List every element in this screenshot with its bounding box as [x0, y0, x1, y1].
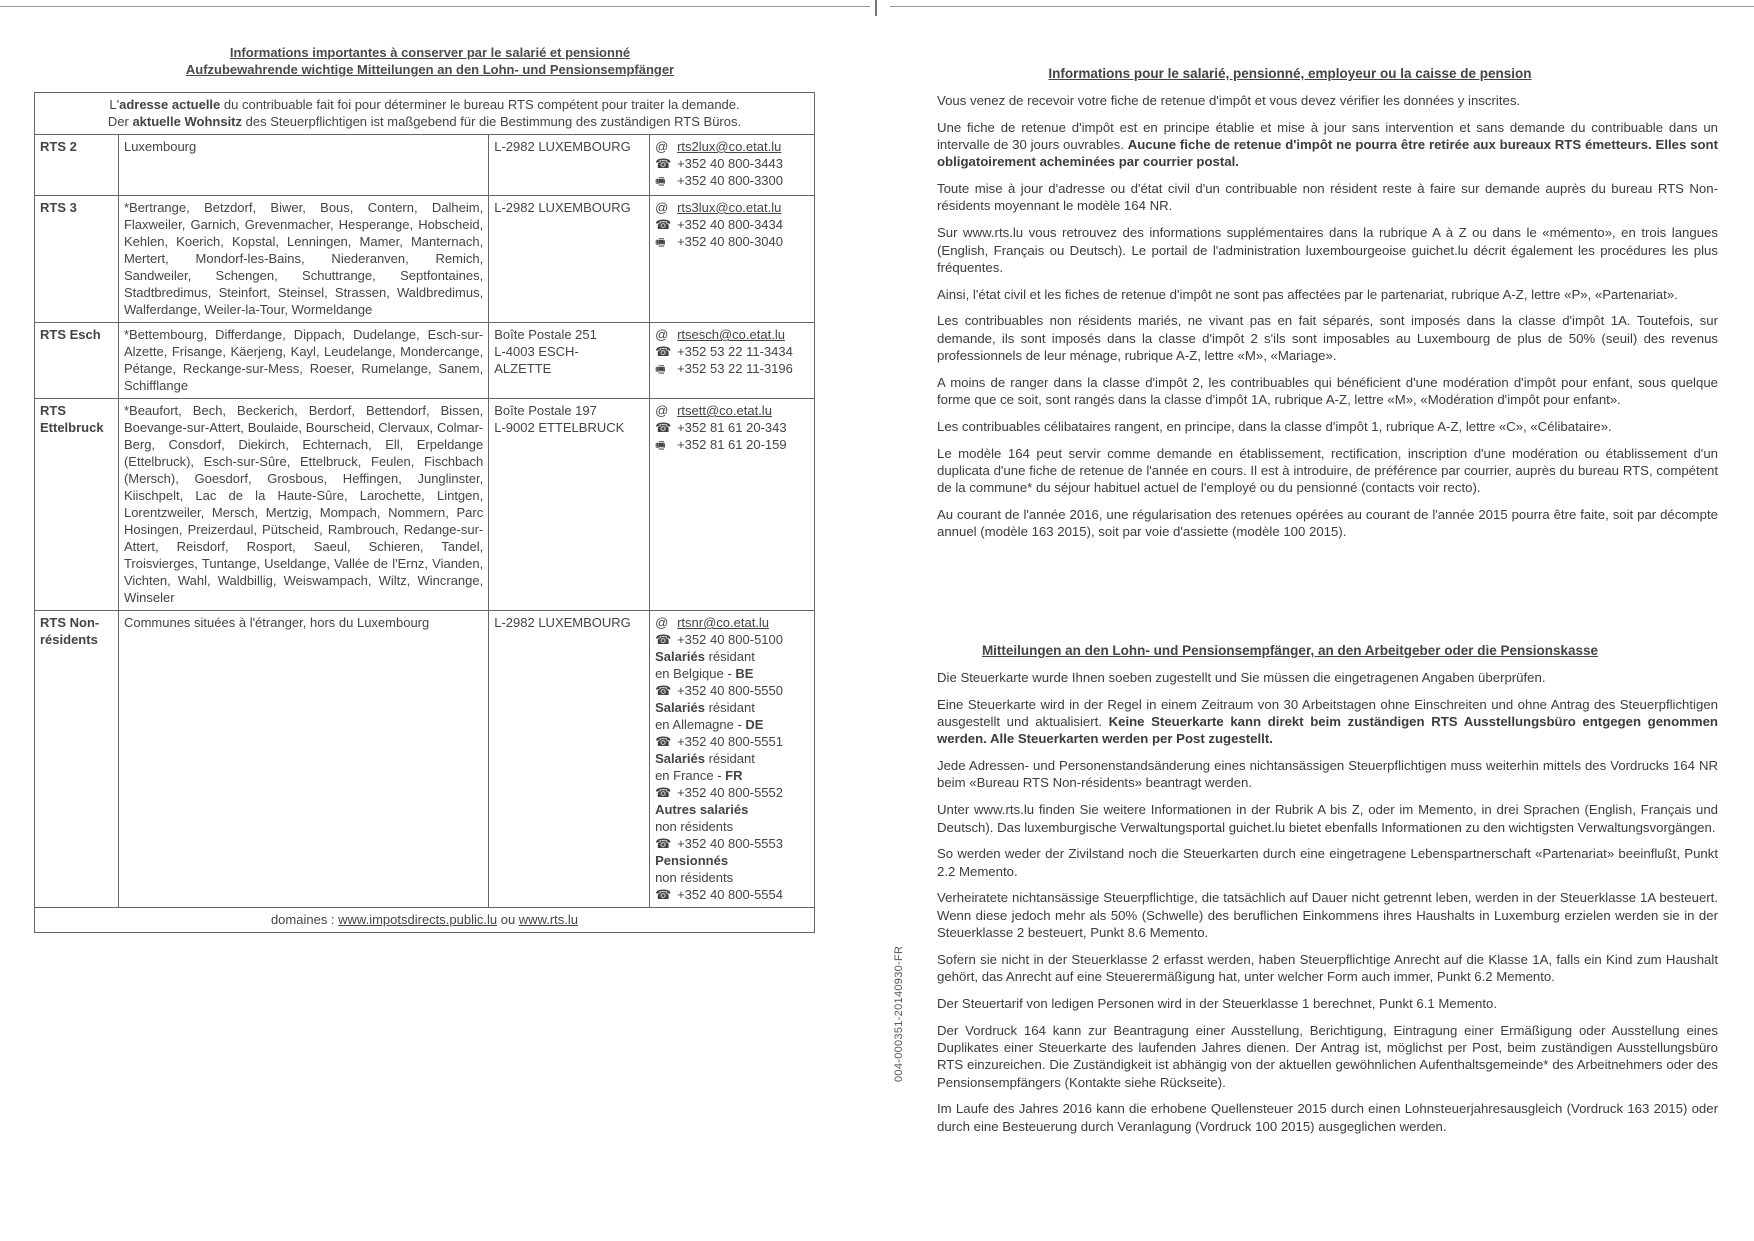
phone-icon: ☎ [655, 836, 672, 851]
nonres-group-country: non résidents [655, 819, 734, 834]
office-address [489, 135, 650, 196]
paragraph: Unter www.rts.lu finden Sie weitere Informationen in der Rubrik A bis Z, oder im Memento, in drei Sprachen (English, Français und Deutsch). Das luxemburgische Verwaltungsportal guichet.lu bietet ebenfalls Informationen zu den wichtigsten Verwaltungsvorgängen. [937, 802, 1718, 835]
paragraph: Der Steuertarif von ledigen Personen wird in der Steuerklasse 1 berechnet, Punkt 6.1 Memento. [937, 995, 1498, 1011]
email-link[interactable]: rtsnr@co.etat.lu [677, 615, 770, 630]
nonres-group-country: non résidents [655, 870, 734, 885]
paragraph: Verheiratete nichtansässige Steuerpflichtige, die tatsächlich auf Dauer nicht getrennt leben, werden in der Steuerklasse 1A besteuert. Wenn diese jedoch mehr als 50% (Schwelle) des beruflichen Einkommens ihres Haushalts in Luxemburg erzielen werden sie in der Steuerklasse 2 besteuert, Punkt 8.6 Memento. [937, 890, 1718, 941]
nonres-group-country: en France - FR [655, 768, 743, 783]
right-title-de: Mitteilungen an den Lohn- und Pensionsempfänger, an den Arbeitgeber oder die Pensionskasse [981, 643, 1599, 658]
fax-number: +352 81 61 20-159 [677, 437, 787, 452]
address-line: Boîte Postale 197 [494, 403, 597, 418]
office-contact [650, 196, 815, 323]
office-communes: Communes situées à l'étranger, hors du Luxembourg [118, 611, 488, 908]
paragraph: Jede Adressen- und Personenstandsänderung eines nichtansässigen Steuerpflichtigen muss weiterhin mittels des Vordrucks 164 NR beim «Bureau RTS Non-résidents» beantragt werden. [937, 758, 1718, 791]
paragraph: Eine Steuerkarte wird in der Regel in einem Zeitraum von 30 Arbeitstagen ohne Einschreiten und ohne Antrag des Steuerpflichtigen ausgestellt und aktualisiert. Keine Steuerkarte kann direkt beim zuständigen RTS Ausstellungsbüro entgegen genommen werden. Alle Steuerkarten werden per Post zugestellt. [937, 696, 1718, 747]
paragraph: A moins de ranger dans la classe d'impôt 2, les contribuables qui bénéficient d'une modération d'impôt pour enfant, sous quelque forme que ce soit, sont rangés dans la classe d'impôt 1A, rubrique A-Z, lettre «M», «Modération d'impôt pour enfant». [937, 374, 1718, 408]
domains-footer: domaines : www.impotsdirects.public.lu ou www.rts.lu [35, 908, 815, 933]
email-icon: @ [655, 615, 669, 630]
paragraph: Der Vordruck 164 kann zur Beantragung einer Ausstellung, Berichtigung, Eintragung einer Ermäßigung oder Ausstellung eines Duplikates einer Steuerkarte des laufenden Jahres dienen. Der Antrag ist, möglichst per Post, beim zuständigen Ausstellungsbüro RTS einzureichen. Die Zuständigkeit ist abhängig von der aktuellen gewöhnlichen Aufenthaltsgemeinde* des Arbeitnehmers oder des Pensionsempfängers (Kontakte siehe Rückseite). [937, 1022, 1718, 1090]
french-section [937, 92, 1718, 550]
office-contact [650, 323, 815, 399]
office-communes: Luxembourg [118, 135, 488, 196]
nonres-group-heading: Salariés résidant [655, 649, 755, 664]
table-intro: L'adresse actuelle du contribuable fait foi pour déterminer le bureau RTS compétent pour traiter la demande. Der aktuelle Wohnsitz des Steuerpflichtigen ist maßgebend für die Bestimmung des zuständigen RTS Büros. [35, 93, 815, 135]
office-code: RTS Esch [35, 323, 119, 399]
office-contact: @ rtsnr@co.etat.lu ☎ +352 40 800-5100 Salariés résidant en Belgique - BE ☎ +352 40 800-5550 Salariés résidant en Allemagne - DE ☎ +352 40 800-5551 Salariés résidant en France - FR ☎ +352 40 800-5552 Autres salariés non résidents ☎ +352 40 800-5553 Pensionnés non résidents ☎ +352 40 800-5554 [650, 611, 815, 908]
paragraph: Les contribuables non résidents mariés, ne vivant pas en fait séparés, sont imposés dans la classe d'impôt 1A. Toutefois, sur demande, ils sont imposés dans la classe d'impôt 2 s'ils sont imposables au Luxembourg de plus de 50% (seuil) des revenus professionnels de leur ménage, rubrique A-Z, lettre «M», «Mariage». [937, 313, 1718, 364]
fax-number: +352 40 800-3300 [677, 173, 783, 188]
address-line: L-2982 LUXEMBOURG [494, 139, 631, 154]
right-title-fr: Informations pour le salarié, pensionné, employeur ou la caisse de pension [1048, 66, 1532, 81]
email-link[interactable]: rts2lux@co.etat.lu [677, 139, 782, 154]
fax-number: +352 40 800-3040 [677, 234, 783, 249]
phone-icon: ☎ [655, 887, 672, 902]
left-title [40, 44, 820, 78]
address-line: L-9002 ETTELBRUCK [494, 420, 625, 435]
paragraph: Les contribuables célibataires rangent, en principe, dans la classe d'impôt 1, rubrique A-Z, lettre «C», «Célibataire». [937, 418, 1612, 434]
table-row [35, 399, 815, 611]
rts-offices-table [34, 92, 815, 933]
phone-icon: ☎ [655, 217, 672, 232]
office-code: RTS Ettelbruck [35, 399, 119, 611]
paragraph: Le modèle 164 peut servir comme demande en établissement, rectification, inscription d'une modération ou établissement d'un duplicata d'une fiche de retenue de l'année en cours. Il est à introduire, de préférence par courrier, auprès du bureau RTS, compétent de la commune* du séjour habituel actuel de l'employé ou du pensionné (contacts voir recto). [937, 445, 1718, 496]
link-impotsdirects[interactable]: www.impotsdirects.public.lu [338, 912, 498, 927]
form-code: 004-000351-20140930-FR [893, 945, 905, 1082]
phone-icon: ☎ [655, 785, 672, 800]
phone-icon: ☎ [655, 420, 672, 435]
office-contact [650, 399, 815, 611]
phone-number: +352 40 800-5552 [677, 785, 783, 800]
paragraph: Vous venez de recevoir votre fiche de retenue d'impôt et vous devez vérifier les données y inscrites. [937, 93, 1521, 108]
phone-icon: ☎ [655, 734, 672, 749]
address-line: L-4003 ESCH- [494, 344, 579, 359]
nonres-group-heading: Autres salariés [655, 802, 749, 817]
table-row [35, 196, 815, 323]
email-icon: @ [655, 403, 669, 418]
office-code: RTS 3 [35, 196, 119, 323]
paragraph: Une fiche de retenue d'impôt est en principe établie et mise à jour sans intervention et sans demande du contribuable dans un intervalle de 30 jours ouvrables. Aucune fiche de retenue d'impôt ne pourra être retirée aux bureaux RTS émetteurs. Elles sont obligatoirement acheminées par courrier postal. [937, 119, 1718, 170]
phone-icon: ☎ [655, 156, 672, 171]
table-row [35, 135, 815, 196]
paragraph: Im Laufe des Jahres 2016 kann die erhobene Quellensteuer 2015 durch einen Lohnsteuerjahresausgleich (Vordruck 163 2015) oder durch eine Besteuerung durch Veranlagung (Vordruck 100 2015) ausgeglichen werden. [937, 1101, 1718, 1134]
paragraph: Die Steuerkarte wurde Ihnen soeben zugestellt und Sie müssen die eingetragenen Angaben überprüfen. [937, 670, 1546, 685]
email-link[interactable]: rtsesch@co.etat.lu [677, 327, 785, 342]
link-rts[interactable]: www.rts.lu [518, 912, 579, 927]
office-contact [650, 135, 815, 196]
office-code: RTS Non-résidents [35, 611, 119, 908]
office-address [489, 323, 650, 399]
paragraph: Toute mise à jour d'adresse ou d'état civil d'un contribuable non résident reste à faire sur demande auprès du bureau RTS Non-résidents moyennant le modèle 164 NR. [937, 181, 1718, 214]
email-link[interactable]: rtsett@co.etat.lu [677, 403, 772, 418]
office-address: L-2982 LUXEMBOURG [489, 611, 650, 908]
fax-number: +352 53 22 11-3196 [677, 361, 793, 376]
nonres-group-heading: Salariés résidant [655, 751, 755, 766]
address-line: L-2982 LUXEMBOURG [494, 200, 631, 215]
address-line: Boîte Postale 251 [494, 327, 597, 342]
phone-icon: ☎ [655, 632, 672, 647]
phone-icon: ☎ [655, 683, 672, 698]
nonres-group-country: en Belgique - BE [655, 666, 754, 681]
email-icon: @ [655, 139, 669, 154]
phone-number: +352 40 800-5554 [677, 887, 783, 902]
paragraph: Au courant de l'année 2016, une régularisation des retenues opérées au courant de l'année 2015 pourra être faite, soit par décompte annuel (modèle 163 2015), soit par voie d'assiette (modèle 100 2015). [937, 507, 1718, 540]
left-title-fr: Informations importantes à conserver par le salarié et pensionné [229, 45, 631, 60]
paragraph: So werden weder der Zivilstand noch die Steuerkarten durch eine eingetragene Lebenspartnerschaft «Partenariat» beeinflußt, Punkt 2.2 Memento. [937, 846, 1718, 879]
paragraph: Ainsi, l'état civil et les fiches de retenue d'impôt ne sont pas affectées par le partenariat, rubrique A-Z, lettre «P», «Partenariat». [937, 286, 1678, 302]
email-icon: @ [655, 327, 669, 342]
email-link[interactable]: rts3lux@co.etat.lu [677, 200, 782, 215]
phone-number: +352 53 22 11-3434 [677, 344, 793, 359]
phone-number: +352 40 800-5553 [677, 836, 783, 851]
german-section [937, 669, 1718, 1145]
phone-number: +352 40 800-3443 [677, 156, 783, 171]
paragraph: Sofern sie nicht in der Steuerklasse 2 erfasst werden, haben Steuerpflichtige Anrecht auf die Klasse 1A, falls ein Kind zum Haushalt gehört, das Anrecht auf eine Steuerermäßigung hat, unter welcher Form auch immer, Punkt 6.2 Memento. [937, 951, 1718, 985]
nonres-group-country: en Allemagne - DE [655, 717, 764, 732]
fax-icon: 🖷 [655, 176, 666, 188]
email-icon: @ [655, 200, 669, 215]
table-row [35, 323, 815, 399]
left-title-de: Aufzubewahrende wichtige Mitteilungen an den Lohn- und Pensionsempfänger [185, 62, 675, 77]
nonres-group-heading: Salariés résidant [655, 700, 755, 715]
fax-icon: 🖷 [655, 364, 666, 376]
fax-icon: 🖷 [655, 440, 666, 452]
phone-number: +352 40 800-5550 [677, 683, 783, 698]
phone-icon: ☎ [655, 344, 672, 359]
address-line: ALZETTE [494, 361, 552, 376]
phone-number: +352 40 800-5551 [677, 734, 783, 749]
office-communes: *Bettembourg, Differdange, Dippach, Dudelange, Esch-sur-Alzette, Frisange, Käerjeng, Kayl, Leudelange, Mondercange, Pétange, Reckange-sur-Mess, Roeser, Rumelange, Sanem, Schifflange [118, 323, 488, 399]
office-address [489, 399, 650, 611]
office-code: RTS 2 [35, 135, 119, 196]
office-address [489, 196, 650, 323]
table-row-nonres [35, 611, 815, 908]
nonres-group-heading: Pensionnés [655, 853, 729, 868]
phone-number: +352 40 800-3434 [677, 217, 783, 232]
fax-icon: 🖷 [655, 237, 666, 249]
phone-number: +352 81 61 20-343 [677, 420, 787, 435]
office-communes: *Bertrange, Betzdorf, Biwer, Bous, Contern, Dalheim, Flaxweiler, Garnich, Grevenmacher, Hesperange, Hobscheid, Kehlen, Koerich, Kopstal, Lenningen, Mamer, Manternach, Mertert, Mondorf-les-Bains, Niederanven, Remich, Sandweiler, Schengen, Schuttrange, Septfontaines, Stadtbredimus, Steinfort, Steinsel, Strassen, Waldbredimus, Walferdange, Weiler-la-Tour, Wormeldange [118, 196, 488, 323]
office-communes: *Beaufort, Bech, Beckerich, Berdorf, Bettendorf, Bissen, Boevange-sur-Attert, Boulaide, Bourscheid, Clervaux, Colmar-Berg, Consdorf, Diekirch, Echternach, Ell, Erpeldange (Ettelbruck), Esch-sur-Sûre, Ettelbruck, Feulen, Fischbach (Mersch), Goesdorf, Grosbous, Heffingen, Junglinster, Kiischpelt, Lac de la Haute-Sûre, Larochette, Lintgen, Lorentzweiler, Mersch, Mertzig, Mompach, Nommern, Parc Hosingen, Preizerdaul, Pütscheid, Rambrouch, Redange-sur-Attert, Reisdorf, Rosport, Saeul, Schieren, Tandel, Troisvierges, Tuntange, Useldange, Vallée de l'Ernz, Vianden, Vichten, Wahl, Waldbillig, Weiswampach, Wiltz, Wincrange, Winseler [118, 399, 488, 611]
paragraph: Sur www.rts.lu vous retrouvez des informations supplémentaires dans la rubrique A à Z ou dans le «mémento», en trois langues (English, Français ou Deutsch). Le portail de l'administration luxembourgeoise guichet.lu décrit également les procédures les plus fréquentes. [937, 225, 1718, 275]
